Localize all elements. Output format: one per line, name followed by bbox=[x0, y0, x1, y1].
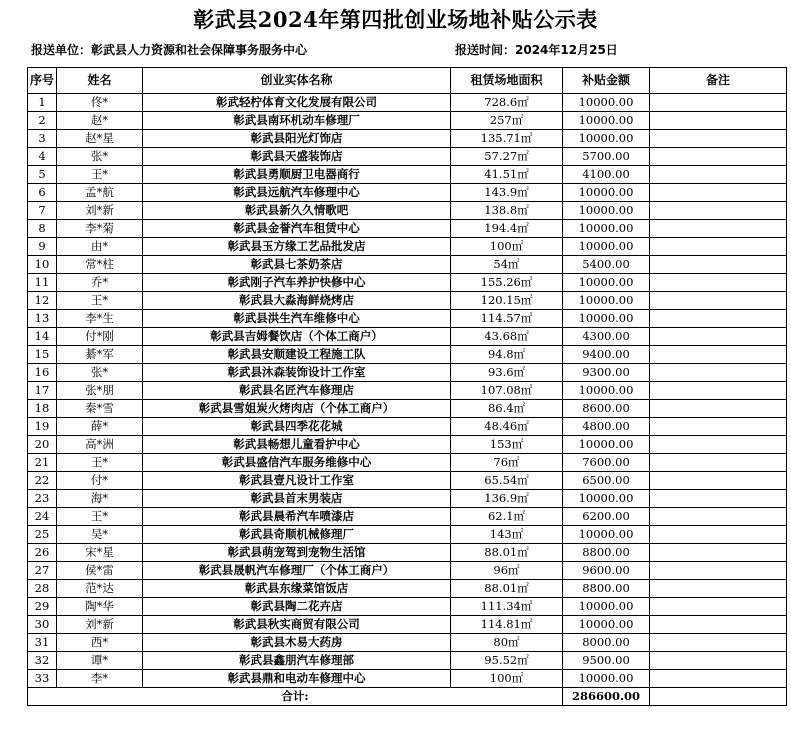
cell-area: 86.4㎡ bbox=[451, 400, 563, 418]
cell-seq: 30 bbox=[28, 616, 57, 634]
cell-remark bbox=[650, 346, 787, 364]
cell-amount: 8800.00 bbox=[563, 580, 650, 598]
cell-name: 吴* bbox=[57, 526, 143, 544]
cell-seq: 12 bbox=[28, 292, 57, 310]
cell-amount: 10000.00 bbox=[563, 382, 650, 400]
cell-area: 93.6㎡ bbox=[451, 364, 563, 382]
cell-remark bbox=[650, 418, 787, 436]
cell-seq: 7 bbox=[28, 202, 57, 220]
cell-amount: 10000.00 bbox=[563, 274, 650, 292]
table-row bbox=[28, 544, 787, 562]
cell-name: 由* bbox=[57, 238, 143, 256]
cell-entity: 彰武县秋实商贸有限公司 bbox=[143, 616, 451, 634]
cell-entity: 彰武县木易大药房 bbox=[143, 634, 451, 652]
cell-entity: 彰武县安顺建设工程施工队 bbox=[143, 346, 451, 364]
cell-amount: 10000.00 bbox=[563, 598, 650, 616]
cell-remark bbox=[650, 598, 787, 616]
cell-amount: 4100.00 bbox=[563, 166, 650, 184]
cell-seq: 17 bbox=[28, 382, 57, 400]
cell-name: 王* bbox=[57, 292, 143, 310]
table-row bbox=[28, 274, 787, 292]
cell-remark bbox=[650, 634, 787, 652]
cell-entity: 彰武县畅想儿童看护中心 bbox=[143, 436, 451, 454]
cell-amount: 9400.00 bbox=[563, 346, 650, 364]
table-row bbox=[28, 310, 787, 328]
cell-seq: 16 bbox=[28, 364, 57, 382]
cell-name: 刘*新 bbox=[57, 202, 143, 220]
page-title: 彰武县2024年第四批创业场地补贴公示表 bbox=[193, 7, 598, 32]
table-row bbox=[28, 130, 787, 148]
cell-area: 48.46㎡ bbox=[451, 418, 563, 436]
cell-amount: 9300.00 bbox=[563, 364, 650, 382]
cell-amount: 10000.00 bbox=[563, 202, 650, 220]
cell-area: 114.57㎡ bbox=[451, 310, 563, 328]
cell-name: 侯*雷 bbox=[57, 562, 143, 580]
table-row bbox=[28, 472, 787, 490]
cell-amount: 8800.00 bbox=[563, 544, 650, 562]
table-row bbox=[28, 346, 787, 364]
cell-seq: 14 bbox=[28, 328, 57, 346]
cell-area: 95.52㎡ bbox=[451, 652, 563, 670]
cell-amount: 10000.00 bbox=[563, 670, 650, 688]
cell-amount: 10000.00 bbox=[563, 94, 650, 112]
cell-seq: 22 bbox=[28, 472, 57, 490]
header-seq: 序号 bbox=[28, 68, 57, 94]
cell-remark bbox=[650, 616, 787, 634]
cell-remark bbox=[650, 184, 787, 202]
cell-area: 728.6㎡ bbox=[451, 94, 563, 112]
cell-entity: 彰武县陶二花卉店 bbox=[143, 598, 451, 616]
cell-remark bbox=[650, 112, 787, 130]
cell-seq: 31 bbox=[28, 634, 57, 652]
header-name: 姓名 bbox=[57, 68, 143, 94]
cell-area: 120.15㎡ bbox=[451, 292, 563, 310]
cell-amount: 8600.00 bbox=[563, 400, 650, 418]
cell-amount: 8000.00 bbox=[563, 634, 650, 652]
cell-entity: 彰武轻柠体育文化发展有限公司 bbox=[143, 94, 451, 112]
cell-amount: 6200.00 bbox=[563, 508, 650, 526]
cell-seq: 5 bbox=[28, 166, 57, 184]
cell-remark bbox=[650, 382, 787, 400]
cell-entity: 彰武县四季花花城 bbox=[143, 418, 451, 436]
cell-name: 西* bbox=[57, 634, 143, 652]
cell-area: 57.27㎡ bbox=[451, 148, 563, 166]
table-row bbox=[28, 436, 787, 454]
table-row bbox=[28, 526, 787, 544]
cell-amount: 7600.00 bbox=[563, 454, 650, 472]
cell-seq: 25 bbox=[28, 526, 57, 544]
cell-remark bbox=[650, 292, 787, 310]
table-row bbox=[28, 238, 787, 256]
cell-amount: 4800.00 bbox=[563, 418, 650, 436]
cell-entity: 彰武县晨希汽车喷漆店 bbox=[143, 508, 451, 526]
cell-amount: 10000.00 bbox=[563, 238, 650, 256]
cell-entity: 彰武县东缘菜馆饭店 bbox=[143, 580, 451, 598]
cell-seq: 21 bbox=[28, 454, 57, 472]
cell-seq: 2 bbox=[28, 112, 57, 130]
cell-area: 138.8㎡ bbox=[451, 202, 563, 220]
cell-remark bbox=[650, 400, 787, 418]
cell-entity: 彰武县玉方缘工艺品批发店 bbox=[143, 238, 451, 256]
cell-remark bbox=[650, 472, 787, 490]
cell-remark bbox=[650, 454, 787, 472]
cell-name: 付* bbox=[57, 472, 143, 490]
cell-seq: 3 bbox=[28, 130, 57, 148]
table-body bbox=[28, 94, 787, 688]
table-row bbox=[28, 292, 787, 310]
cell-name: 谭* bbox=[57, 652, 143, 670]
cell-name: 宋*星 bbox=[57, 544, 143, 562]
header-row bbox=[28, 68, 787, 94]
cell-area: 100㎡ bbox=[451, 670, 563, 688]
cell-remark bbox=[650, 238, 787, 256]
cell-area: 43.68㎡ bbox=[451, 328, 563, 346]
total-amount: 286600.00 bbox=[563, 688, 650, 706]
cell-remark bbox=[650, 364, 787, 382]
cell-area: 194.4㎡ bbox=[451, 220, 563, 238]
cell-seq: 29 bbox=[28, 598, 57, 616]
cell-name: 赵*星 bbox=[57, 130, 143, 148]
cell-amount: 10000.00 bbox=[563, 436, 650, 454]
cell-seq: 13 bbox=[28, 310, 57, 328]
cell-amount: 10000.00 bbox=[563, 526, 650, 544]
cell-name: 付*刚 bbox=[57, 328, 143, 346]
cell-entity: 彰武县雪姐炭火烤肉店（个体工商户） bbox=[143, 400, 451, 418]
cell-area: 96㎡ bbox=[451, 562, 563, 580]
cell-remark bbox=[650, 310, 787, 328]
cell-seq: 11 bbox=[28, 274, 57, 292]
cell-amount: 9500.00 bbox=[563, 652, 650, 670]
cell-entity: 彰武县勇顺厨卫电器商行 bbox=[143, 166, 451, 184]
cell-area: 88.01㎡ bbox=[451, 544, 563, 562]
cell-amount: 10000.00 bbox=[563, 310, 650, 328]
cell-entity: 彰武县鑫朋汽车修理部 bbox=[143, 652, 451, 670]
cell-name: 李*生 bbox=[57, 310, 143, 328]
cell-name: 秦*雪 bbox=[57, 400, 143, 418]
cell-area: 62.1㎡ bbox=[451, 508, 563, 526]
cell-name: 张* bbox=[57, 364, 143, 382]
cell-area: 41.51㎡ bbox=[451, 166, 563, 184]
cell-entity: 彰武县大淼海鲜烧烤店 bbox=[143, 292, 451, 310]
cell-name: 薛* bbox=[57, 418, 143, 436]
table-row bbox=[28, 508, 787, 526]
cell-name: 李* bbox=[57, 670, 143, 688]
cell-entity: 彰武县萌宠驾到宠物生活馆 bbox=[143, 544, 451, 562]
cell-name: 乔* bbox=[57, 274, 143, 292]
cell-amount: 4300.00 bbox=[563, 328, 650, 346]
cell-name: 綦*军 bbox=[57, 346, 143, 364]
cell-entity: 彰武刚子汽车养护快修中心 bbox=[143, 274, 451, 292]
cell-area: 65.54㎡ bbox=[451, 472, 563, 490]
table-row bbox=[28, 202, 787, 220]
cell-entity: 彰武县阳光灯饰店 bbox=[143, 130, 451, 148]
cell-area: 114.81㎡ bbox=[451, 616, 563, 634]
total-label: 合计: bbox=[28, 688, 563, 706]
cell-remark bbox=[650, 562, 787, 580]
reporting-unit: 报送单位：彰武县人力资源和社会保障事务服务中心 bbox=[31, 43, 308, 57]
cell-remark bbox=[650, 220, 787, 238]
cell-entity: 彰武县七茶奶茶店 bbox=[143, 256, 451, 274]
cell-area: 107.08㎡ bbox=[451, 382, 563, 400]
cell-remark bbox=[650, 652, 787, 670]
cell-name: 高*洲 bbox=[57, 436, 143, 454]
cell-remark bbox=[650, 202, 787, 220]
cell-remark bbox=[650, 130, 787, 148]
cell-remark bbox=[650, 490, 787, 508]
cell-entity: 彰武县天盛装饰店 bbox=[143, 148, 451, 166]
cell-amount: 10000.00 bbox=[563, 112, 650, 130]
cell-amount: 10000.00 bbox=[563, 220, 650, 238]
cell-remark bbox=[650, 544, 787, 562]
cell-seq: 27 bbox=[28, 562, 57, 580]
cell-area: 54㎡ bbox=[451, 256, 563, 274]
cell-seq: 1 bbox=[28, 94, 57, 112]
cell-area: 155.26㎡ bbox=[451, 274, 563, 292]
table-row bbox=[28, 670, 787, 688]
cell-remark bbox=[650, 526, 787, 544]
cell-entity: 彰武县盛信汽车服务维修中心 bbox=[143, 454, 451, 472]
table-row bbox=[28, 112, 787, 130]
table-row bbox=[28, 598, 787, 616]
table-row bbox=[28, 418, 787, 436]
cell-name: 海* bbox=[57, 490, 143, 508]
table-row bbox=[28, 454, 787, 472]
cell-name: 李*菊 bbox=[57, 220, 143, 238]
cell-amount: 5700.00 bbox=[563, 148, 650, 166]
cell-amount: 10000.00 bbox=[563, 292, 650, 310]
cell-remark bbox=[650, 148, 787, 166]
cell-entity: 彰武县新久久情歌吧 bbox=[143, 202, 451, 220]
cell-name: 刘*新 bbox=[57, 616, 143, 634]
cell-area: 111.34㎡ bbox=[451, 598, 563, 616]
table-row bbox=[28, 580, 787, 598]
total-row bbox=[28, 688, 787, 706]
cell-entity: 彰武县金誉汽车租赁中心 bbox=[143, 220, 451, 238]
cell-remark bbox=[650, 274, 787, 292]
cell-entity: 彰武县洪生汽车维修中心 bbox=[143, 310, 451, 328]
cell-entity: 彰武县沐森装饰设计工作室 bbox=[143, 364, 451, 382]
cell-seq: 20 bbox=[28, 436, 57, 454]
cell-seq: 19 bbox=[28, 418, 57, 436]
table-row bbox=[28, 166, 787, 184]
table-row bbox=[28, 652, 787, 670]
subsidy-table bbox=[27, 67, 787, 706]
reporting-time: 报送时间：2024年12月25日 bbox=[455, 43, 618, 57]
total-remark bbox=[650, 688, 787, 706]
cell-name: 常*柱 bbox=[57, 256, 143, 274]
cell-area: 88.01㎡ bbox=[451, 580, 563, 598]
cell-seq: 15 bbox=[28, 346, 57, 364]
cell-area: 80㎡ bbox=[451, 634, 563, 652]
cell-seq: 28 bbox=[28, 580, 57, 598]
cell-name: 张*朋 bbox=[57, 382, 143, 400]
cell-area: 76㎡ bbox=[451, 454, 563, 472]
cell-area: 135.71㎡ bbox=[451, 130, 563, 148]
cell-seq: 18 bbox=[28, 400, 57, 418]
cell-area: 143㎡ bbox=[451, 526, 563, 544]
cell-name: 孟*航 bbox=[57, 184, 143, 202]
cell-name: 佟* bbox=[57, 94, 143, 112]
header-remark: 备注 bbox=[650, 68, 787, 94]
table-row bbox=[28, 256, 787, 274]
cell-seq: 33 bbox=[28, 670, 57, 688]
cell-entity: 彰武县名匠汽车修理店 bbox=[143, 382, 451, 400]
cell-entity: 彰武县南环机动车修理厂 bbox=[143, 112, 451, 130]
cell-seq: 9 bbox=[28, 238, 57, 256]
table-row bbox=[28, 148, 787, 166]
table-row bbox=[28, 328, 787, 346]
cell-area: 100㎡ bbox=[451, 238, 563, 256]
cell-name: 范*达 bbox=[57, 580, 143, 598]
cell-entity: 彰武县壹凡设计工作室 bbox=[143, 472, 451, 490]
cell-seq: 32 bbox=[28, 652, 57, 670]
cell-seq: 10 bbox=[28, 256, 57, 274]
cell-seq: 24 bbox=[28, 508, 57, 526]
table-row bbox=[28, 184, 787, 202]
table-row bbox=[28, 382, 787, 400]
cell-area: 136.9㎡ bbox=[451, 490, 563, 508]
cell-name: 王* bbox=[57, 508, 143, 526]
cell-entity: 彰武县首末男装店 bbox=[143, 490, 451, 508]
table-row bbox=[28, 634, 787, 652]
cell-entity: 彰武县晟帆汽车修理厂（个体工商户） bbox=[143, 562, 451, 580]
cell-amount: 6500.00 bbox=[563, 472, 650, 490]
cell-name: 王* bbox=[57, 166, 143, 184]
table-row bbox=[28, 220, 787, 238]
cell-entity: 彰武县鼎和电动车修理中心 bbox=[143, 670, 451, 688]
cell-remark bbox=[650, 670, 787, 688]
cell-entity: 彰武县远航汽车修理中心 bbox=[143, 184, 451, 202]
cell-area: 153㎡ bbox=[451, 436, 563, 454]
cell-amount: 9600.00 bbox=[563, 562, 650, 580]
cell-seq: 4 bbox=[28, 148, 57, 166]
cell-name: 陶*华 bbox=[57, 598, 143, 616]
cell-remark bbox=[650, 328, 787, 346]
cell-name: 赵* bbox=[57, 112, 143, 130]
table-row bbox=[28, 562, 787, 580]
cell-seq: 6 bbox=[28, 184, 57, 202]
table-row bbox=[28, 616, 787, 634]
header-entity: 创业实体名称 bbox=[143, 68, 451, 94]
table-row bbox=[28, 94, 787, 112]
cell-remark bbox=[650, 580, 787, 598]
cell-remark bbox=[650, 94, 787, 112]
cell-remark bbox=[650, 166, 787, 184]
cell-amount: 10000.00 bbox=[563, 130, 650, 148]
cell-remark bbox=[650, 508, 787, 526]
cell-area: 143.9㎡ bbox=[451, 184, 563, 202]
table-row bbox=[28, 364, 787, 382]
cell-remark bbox=[650, 436, 787, 454]
header-amount: 补贴金额 bbox=[563, 68, 650, 94]
cell-seq: 23 bbox=[28, 490, 57, 508]
cell-name: 王* bbox=[57, 454, 143, 472]
cell-seq: 26 bbox=[28, 544, 57, 562]
cell-area: 257㎡ bbox=[451, 112, 563, 130]
table-row bbox=[28, 400, 787, 418]
header-area: 租赁场地面积 bbox=[451, 68, 563, 94]
cell-remark bbox=[650, 256, 787, 274]
cell-amount: 10000.00 bbox=[563, 490, 650, 508]
cell-name: 张* bbox=[57, 148, 143, 166]
cell-amount: 10000.00 bbox=[563, 616, 650, 634]
cell-area: 94.8㎡ bbox=[451, 346, 563, 364]
cell-amount: 5400.00 bbox=[563, 256, 650, 274]
cell-entity: 彰武县吉姆餐饮店（个体工商户） bbox=[143, 328, 451, 346]
cell-entity: 彰武县奇顺机械修理厂 bbox=[143, 526, 451, 544]
cell-amount: 10000.00 bbox=[563, 184, 650, 202]
table-row bbox=[28, 490, 787, 508]
cell-seq: 8 bbox=[28, 220, 57, 238]
